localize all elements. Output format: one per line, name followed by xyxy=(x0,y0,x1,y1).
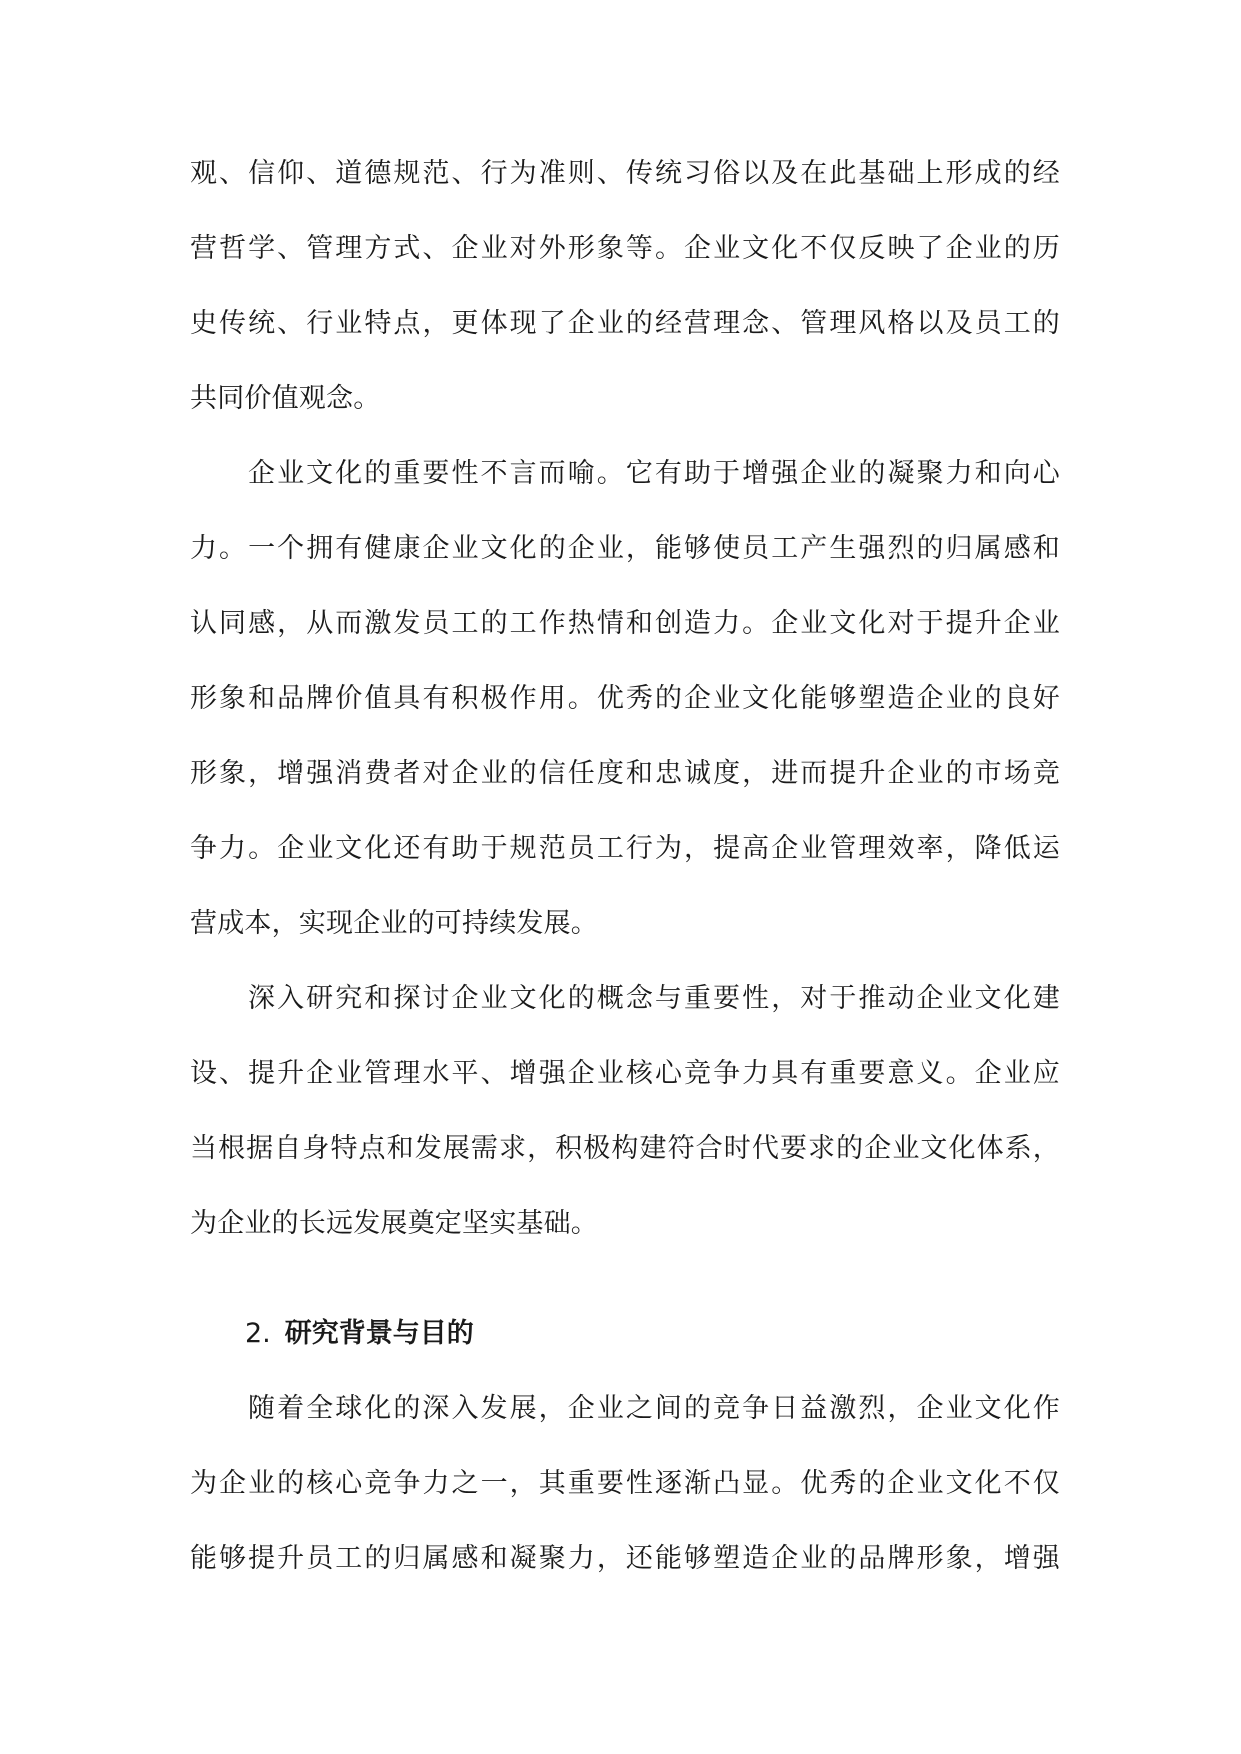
text-line: 共同价值观念。 xyxy=(190,383,381,414)
paragraph xyxy=(190,975,1060,1275)
document-body xyxy=(190,150,1060,1610)
text-line: 力。一个拥有健康企业文化的企业，能够使员工产生强烈的归属感和 xyxy=(190,533,1060,564)
text-line: 设、提升企业管理水平、增强企业核心竞争力具有重要意义。企业应 xyxy=(190,1058,1060,1089)
text-line: 营成本，实现企业的可持续发展。 xyxy=(190,908,598,939)
text-line: 争力。企业文化还有助于规范员工行为，提高企业管理效率，降低运 xyxy=(190,833,1060,864)
text-line: 为企业的核心竞争力之一，其重要性逐渐凸显。优秀的企业文化不仅 xyxy=(190,1468,1060,1499)
section-heading xyxy=(190,1310,1060,1385)
text-line: 企业文化的重要性不言而喻。它有助于增强企业的凝聚力和向心 xyxy=(248,458,1060,489)
text-line: 形象，增强消费者对企业的信任度和忠诚度，进而提升企业的市场竞 xyxy=(190,758,1060,789)
paragraph xyxy=(190,150,1060,450)
text-line: 为企业的长远发展奠定坚实基础。 xyxy=(190,1208,598,1239)
text-line: 能够提升员工的归属感和凝聚力，还能够塑造企业的品牌形象，增强 xyxy=(190,1543,1060,1574)
text-line: 形象和品牌价值具有积极作用。优秀的企业文化能够塑造企业的良好 xyxy=(190,683,1060,714)
text-line: 观、信仰、道德规范、行为准则、传统习俗以及在此基础上形成的经 xyxy=(190,158,1060,189)
section-title: 研究背景与目的 xyxy=(284,1318,474,1349)
text-line: 随着全球化的深入发展，企业之间的竞争日益激烈，企业文化作 xyxy=(248,1393,1060,1424)
text-line: 营哲学、管理方式、企业对外形象等。企业文化不仅反映了企业的历 xyxy=(190,233,1060,264)
paragraph xyxy=(190,1385,1060,1610)
text-line: 当根据自身特点和发展需求，积极构建符合时代要求的企业文化体系， xyxy=(190,1133,1060,1164)
text-line: 史传统、行业特点，更体现了企业的经营理念、管理风格以及员工的 xyxy=(190,308,1060,339)
text-line: 认同感，从而激发员工的工作热情和创造力。企业文化对于提升企业 xyxy=(190,608,1060,639)
section-number: 2. xyxy=(245,1318,271,1349)
paragraph xyxy=(190,450,1060,975)
text-line: 深入研究和探讨企业文化的概念与重要性，对于推动企业文化建 xyxy=(248,983,1060,1014)
section-spacer xyxy=(190,1275,1060,1310)
